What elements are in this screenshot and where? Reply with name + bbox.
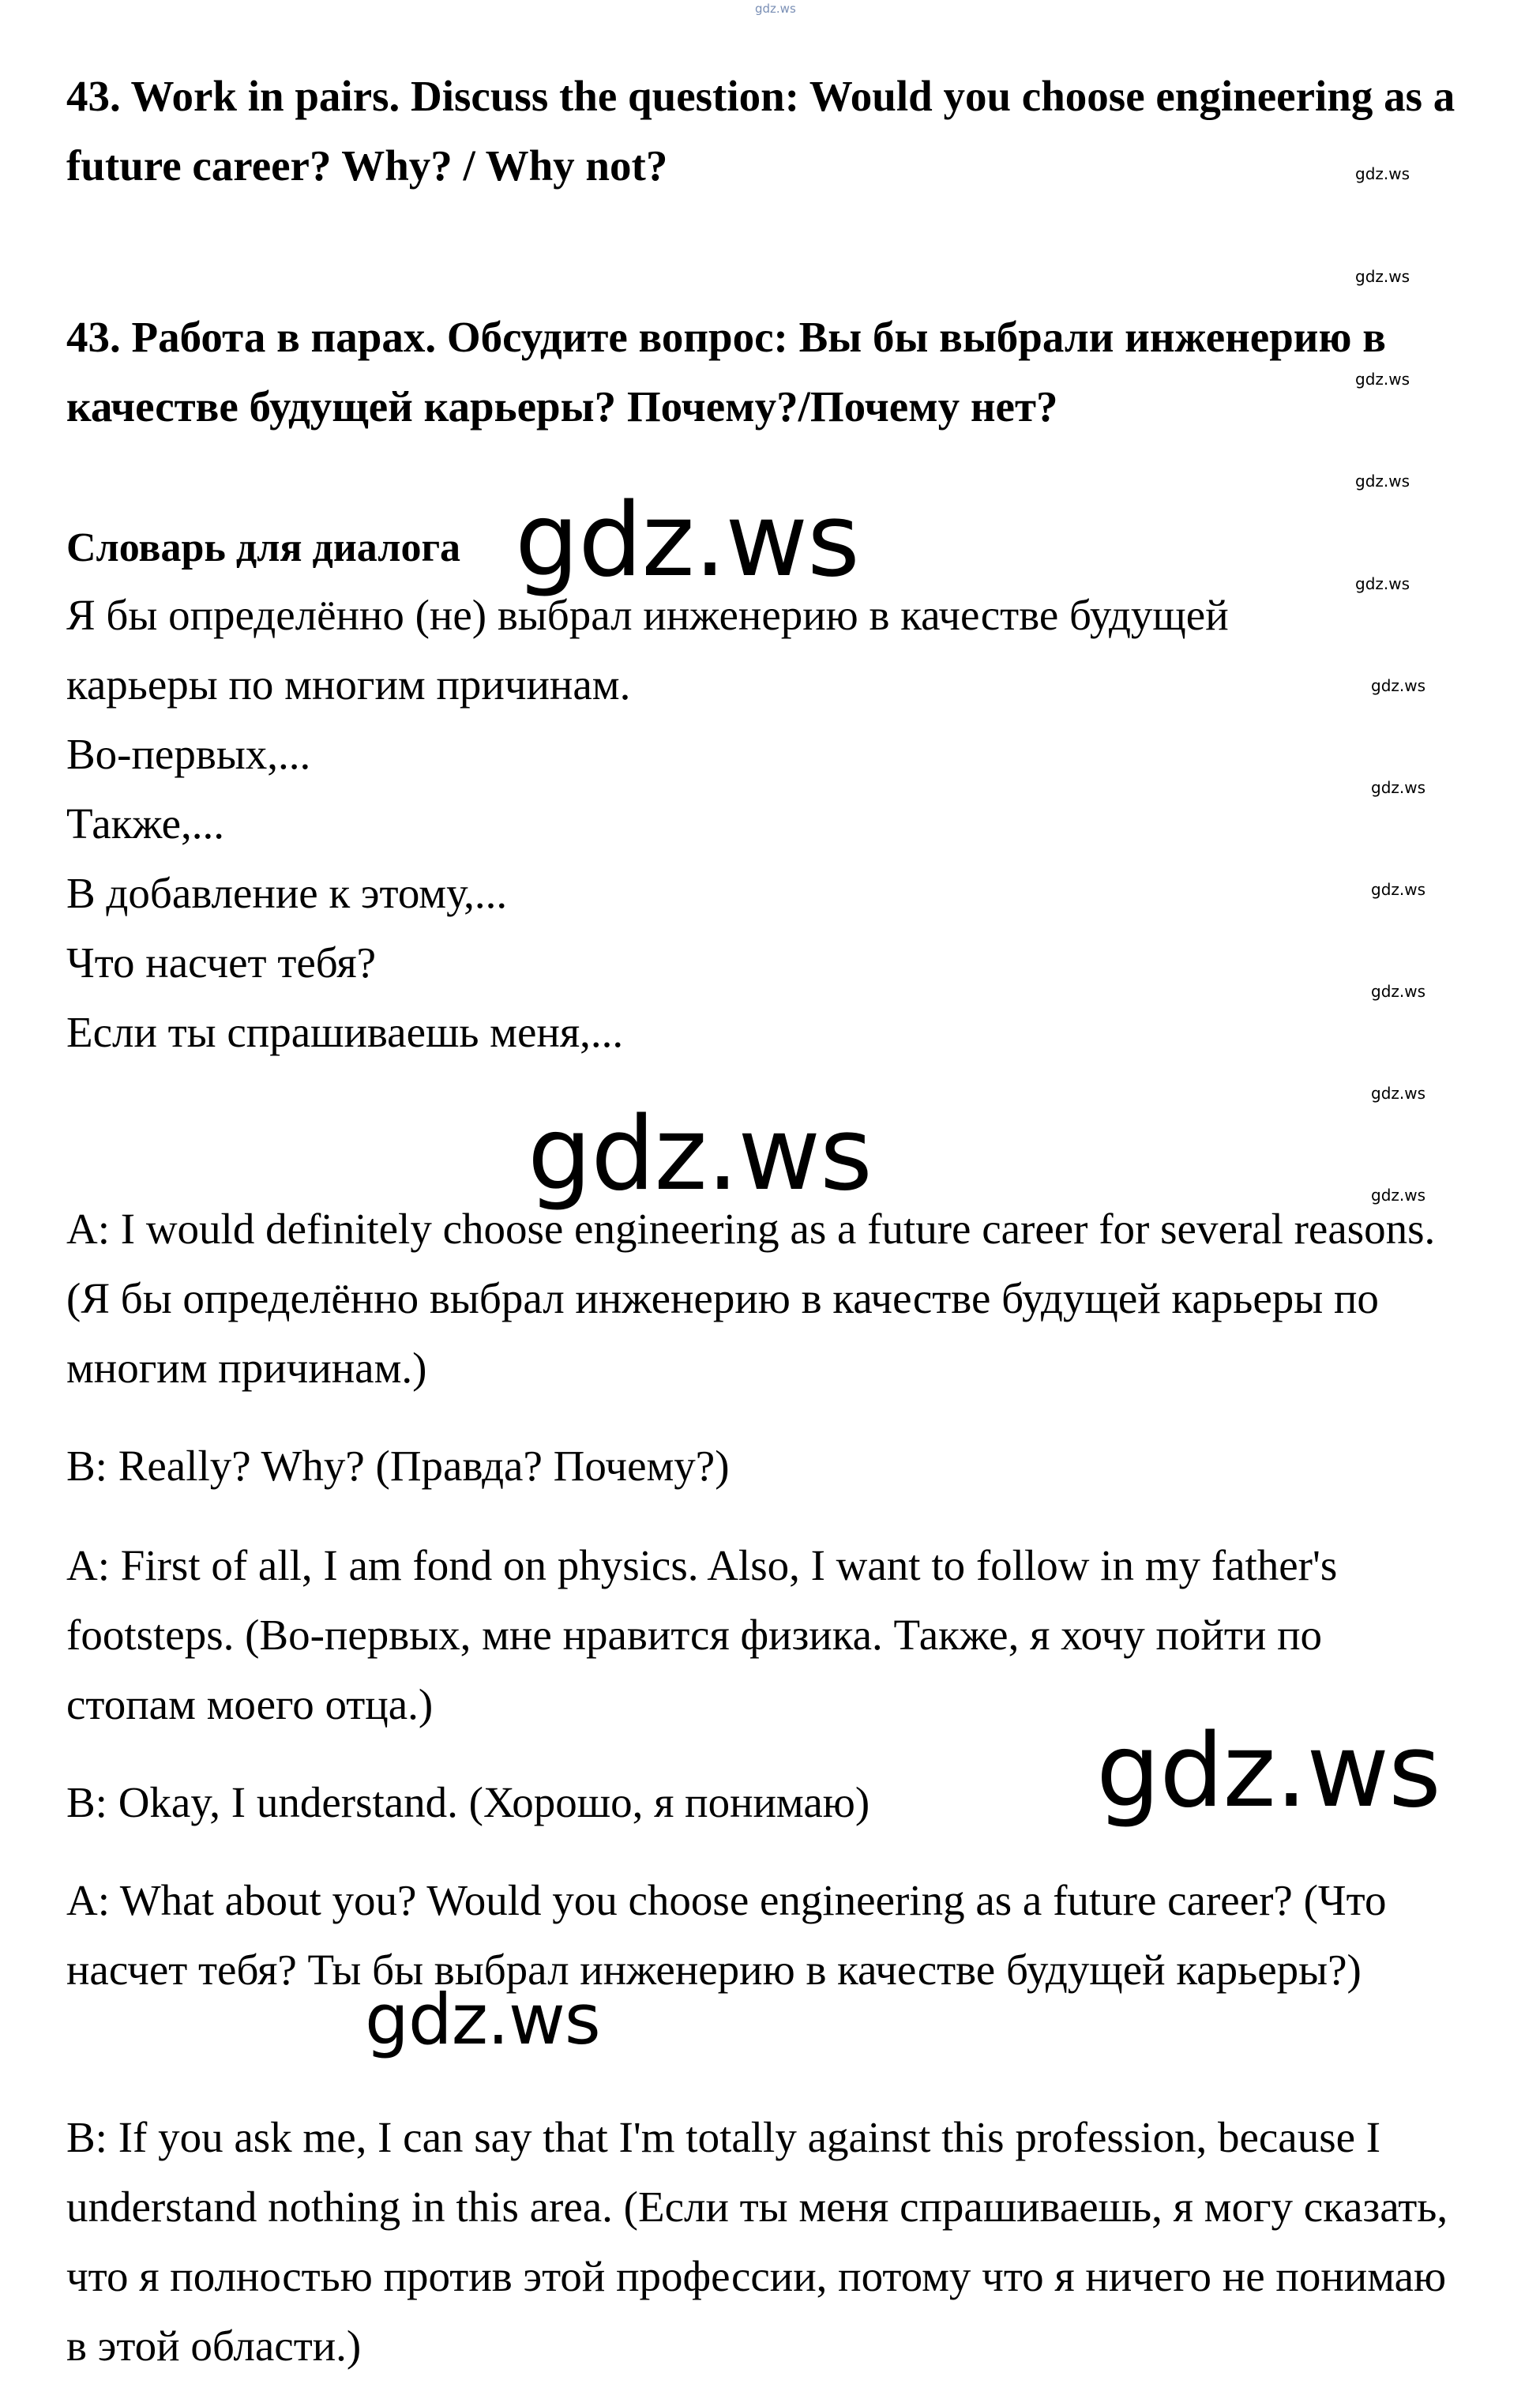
watermark-small: gdz.ws [1355,370,1410,389]
dialogue-line: B: Okay, I understand. (Хорошо, я понимаю) [66,1778,870,1826]
watermark-small: gdz.ws [1355,164,1410,183]
vocabulary-title: Словарь для диалога [66,525,461,570]
dialogue-line: B: If you ask me, I can say that I'm totally against this profession, because I understand nothing in this area. (Если ты меня спрашиваешь, я могу сказать, что я полностью против этой профессии, потому что я ничего не понимаю в этой области.) [66,2113,1448,2370]
task-english: 43. Work in pairs. Discuss the question: Would you choose engineering as a future career? Why? / Why not? [66,72,1455,190]
vocabulary-list [66,581,1456,1067]
vocabulary-item: Во-первых,... [66,730,311,778]
watermark-small: gdz.ws [1371,1084,1426,1103]
watermark-small: gdz.ws [1371,778,1426,797]
dialogue-line: A: I would definitely choose engineering as a future career for several reasons. (Я бы определённо выбрал инженерию в качестве будущей карьеры по многим причинам.) [66,1205,1436,1392]
vocabulary-item: Я бы определённо (не) выбрал инженерию в качестве будущей карьеры по многим причинам. [66,591,1229,709]
vocabulary-item: Что насчет тебя? [66,938,377,987]
watermark-small: gdz.ws [1355,574,1410,593]
watermark-large: gdz.ws [528,1096,872,1213]
watermark-small: gdz.ws [1355,267,1410,286]
watermark-small: gdz.ws [1371,880,1426,899]
watermark-small: gdz.ws [1371,1186,1426,1205]
watermark-large: gdz.ws [515,482,859,600]
watermark-large: gdz.ws [365,1979,600,2060]
watermark-large: gdz.ws [1096,1713,1440,1830]
vocabulary-item: Также,... [66,799,225,848]
header-watermark: gdz.ws [755,2,796,16]
dialogue-line: B: Really? Why? (Правда? Почему?) [66,1442,730,1490]
watermark-small: gdz.ws [1355,472,1410,491]
watermark-small: gdz.ws [1371,676,1426,695]
task-russian: 43. Работа в парах. Обсудите вопрос: Вы бы выбрали инженерию в качестве будущей карьеры? Почему?/Почему нет? [66,313,1386,431]
vocabulary-item: Если ты спрашиваешь меня,... [66,1008,624,1056]
dialogue-line: A: What about you? Would you choose engineering as a future career? (Что насчет тебя? Ты бы выбрал инженерию в качестве будущей карьеры?) [66,1876,1387,1994]
dialogue-line: A: First of all, I am fond on physics. Also, I want to follow in my father's footsteps. (Во-первых, мне нравится физика. Также, я хочу пойти по стопам моего отца.) [66,1541,1338,1728]
watermark-small: gdz.ws [1371,982,1426,1001]
vocabulary-item: В добавление к этому,... [66,869,508,917]
